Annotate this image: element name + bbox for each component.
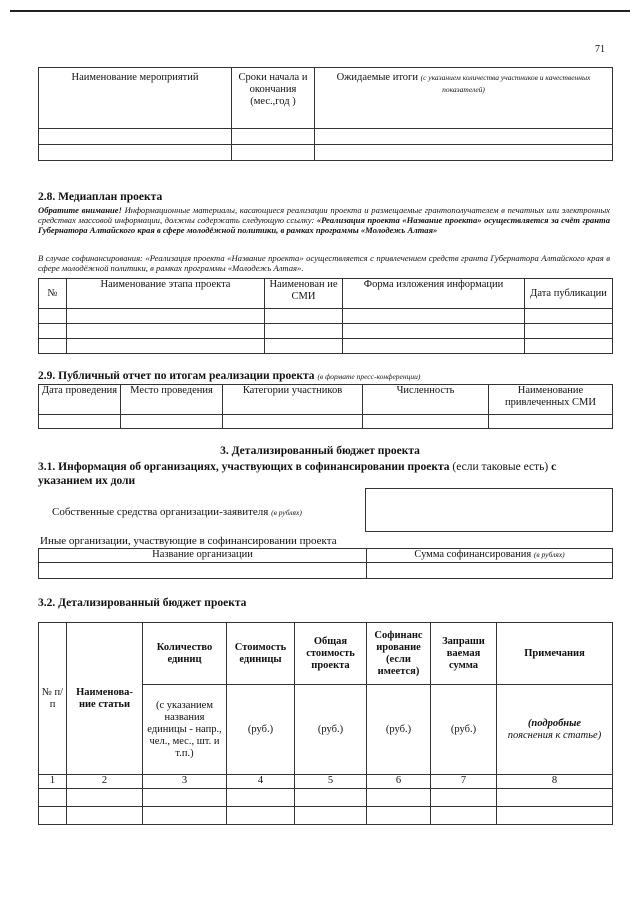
col-item: Наименова-ние статьи <box>67 623 143 775</box>
table-cell[interactable] <box>232 129 315 145</box>
table-cell[interactable] <box>431 807 497 825</box>
col-number: 1 <box>39 775 67 789</box>
table-cell[interactable] <box>363 415 489 429</box>
table-cell[interactable] <box>227 789 295 807</box>
table-cell[interactable] <box>39 415 121 429</box>
media-plan-heading: 2.8. Медиаплан проекта <box>38 191 163 203</box>
table-cell[interactable] <box>295 789 367 807</box>
public-report-table <box>38 384 613 429</box>
public-report-heading <box>38 370 420 382</box>
table-cell[interactable] <box>497 789 613 807</box>
table-cell[interactable] <box>431 789 497 807</box>
table-cell[interactable] <box>265 324 343 339</box>
table-cell[interactable] <box>39 145 232 161</box>
note-label: Обратите внимание! <box>38 205 122 215</box>
top-rule <box>10 10 630 12</box>
qty-note: (с указанием названия единицы - напр., чел., мес., шт. и т.п.) <box>143 685 227 775</box>
col-report-media: Наименование привлеченных СМИ <box>489 385 613 415</box>
budget-table <box>38 622 613 825</box>
budget-sub-31 <box>38 460 613 488</box>
table-cell[interactable] <box>67 324 265 339</box>
unit-cost-note: (руб.) <box>227 685 295 775</box>
page-number: 71 <box>595 44 605 55</box>
media-plan-table <box>38 278 613 354</box>
table-cell[interactable] <box>265 339 343 354</box>
col-qty: Количество единиц <box>143 623 227 685</box>
note-text: Информационные материалы, касающиеся реализации проекта и размещаемые грантополучателем в печатных или электронных средствах массовой информации, должны содержать следующую ссылку: <box>38 205 610 225</box>
col-requested: Запраши ваемая сумма <box>431 623 497 685</box>
total-note: (руб.) <box>295 685 367 775</box>
notes-detail-bold: (подробные <box>527 717 582 729</box>
table-cell[interactable] <box>343 324 525 339</box>
table-cell[interactable] <box>39 807 67 825</box>
table-cell[interactable] <box>39 129 232 145</box>
table-cell[interactable] <box>39 563 367 579</box>
table-cell[interactable] <box>497 807 613 825</box>
col-number: 2 <box>67 775 143 789</box>
col-number: 8 <box>497 775 613 789</box>
sub-31-end: с указанием их доли <box>38 461 557 487</box>
col-media: Наименован ие СМИ <box>265 279 343 309</box>
col-unit-cost: Стоимость единицы <box>227 623 295 685</box>
own-funds-note: (в рублях) <box>271 508 302 517</box>
cofin-orgs-table <box>38 548 613 579</box>
col-results <box>315 68 613 129</box>
table-cell[interactable] <box>39 309 67 324</box>
own-funds-text: Собственные средства организации-заявителя <box>52 506 269 518</box>
table-cell[interactable] <box>67 309 265 324</box>
col-number: 5 <box>295 775 367 789</box>
note-bold: «Реализация проекта «Название проекта» осуществляется за счёт гранта Губернатора Алтайского края в сфере молодёжной политики, в рамках программы «Молодежь Алтая» <box>38 215 610 235</box>
col-cofin-sum <box>367 549 613 563</box>
table-cell[interactable] <box>343 309 525 324</box>
col-categories: Категории участников <box>223 385 363 415</box>
col-terms: Сроки начала и окончания (мес.,год ) <box>232 68 315 129</box>
table-cell[interactable] <box>265 309 343 324</box>
col-no: № п/п <box>39 623 67 775</box>
table-cell[interactable] <box>67 789 143 807</box>
col-number: 3 <box>143 775 227 789</box>
sub-31-note: (если таковые есть) <box>449 461 552 473</box>
col-count: Численность <box>363 385 489 415</box>
table-cell[interactable] <box>315 129 613 145</box>
table-cell[interactable] <box>525 324 613 339</box>
budget-sub-32: 3.2. Детализированный бюджет проекта <box>38 597 247 609</box>
col-form: Форма изложения информации <box>343 279 525 309</box>
col-event-name: Наименование мероприятий <box>39 68 232 129</box>
own-funds-label <box>52 506 302 518</box>
col-results-note: (с указанием количества участников и качественных показателей) <box>420 73 591 94</box>
table-cell[interactable] <box>367 789 431 807</box>
media-plan-note <box>38 205 610 235</box>
col-cofin-sum-label: Сумма софинансирования <box>414 549 532 560</box>
table-cell[interactable] <box>489 415 613 429</box>
col-report-place: Место проведения <box>121 385 223 415</box>
own-funds-box[interactable] <box>365 488 613 532</box>
table-cell[interactable] <box>343 339 525 354</box>
other-orgs-label: Иные организации, участвующие в софинансировании проекта <box>40 535 337 547</box>
table-cell[interactable] <box>223 415 363 429</box>
col-cofin-sum-note: (в рублях) <box>533 550 565 559</box>
public-report-title: 2.9. Публичный отчет по итогам реализации проекта <box>38 370 315 382</box>
col-number: 7 <box>431 775 497 789</box>
col-report-date: Дата проведения <box>39 385 121 415</box>
table-cell[interactable] <box>525 309 613 324</box>
table-cell[interactable] <box>121 415 223 429</box>
col-org-name: Название организации <box>39 549 367 563</box>
table-cell[interactable] <box>39 339 67 354</box>
col-number: 6 <box>367 775 431 789</box>
table-cell[interactable] <box>143 807 227 825</box>
col-stage: Наименование этапа проекта <box>67 279 265 309</box>
table-cell[interactable] <box>67 339 265 354</box>
table-cell[interactable] <box>39 324 67 339</box>
table-cell[interactable] <box>232 145 315 161</box>
table-cell[interactable] <box>67 807 143 825</box>
table-cell[interactable] <box>39 789 67 807</box>
col-no: № <box>39 279 67 309</box>
col-date: Дата публикации <box>525 279 613 309</box>
table-cell[interactable] <box>143 789 227 807</box>
table-cell[interactable] <box>367 563 613 579</box>
col-results-label: Ожидаемые итоги <box>336 72 418 83</box>
table-cell[interactable] <box>315 145 613 161</box>
cofin-note-cell: (руб.) <box>367 685 431 775</box>
notes-detail <box>497 685 613 775</box>
table-cell[interactable] <box>525 339 613 354</box>
notes-detail-text: пояснения к статье) <box>507 729 602 741</box>
public-report-note: (в формате пресс-конференции) <box>317 372 421 381</box>
col-notes: Примечания <box>497 623 613 685</box>
sub-31-title: 3.1. Информация об организациях, участвующих в софинансировании проекта <box>38 461 450 473</box>
col-cofin: Софинанс ирование (если имеется) <box>367 623 431 685</box>
events-table <box>38 67 613 161</box>
col-total: Общая стоимость проекта <box>295 623 367 685</box>
table-cell[interactable] <box>367 807 431 825</box>
table-cell[interactable] <box>295 807 367 825</box>
col-number: 4 <box>227 775 295 789</box>
budget-heading: 3. Детализированный бюджет проекта <box>220 445 420 457</box>
cofin-note: В случае софинансирования: «Реализация проекта «Название проекта» осуществляется с привлечением средств гранта Губернатора Алтайского края в сфере молодёжной политики, в рамках программы «Молодежь Алтая». <box>38 253 610 273</box>
table-cell[interactable] <box>227 807 295 825</box>
requested-note: (руб.) <box>431 685 497 775</box>
